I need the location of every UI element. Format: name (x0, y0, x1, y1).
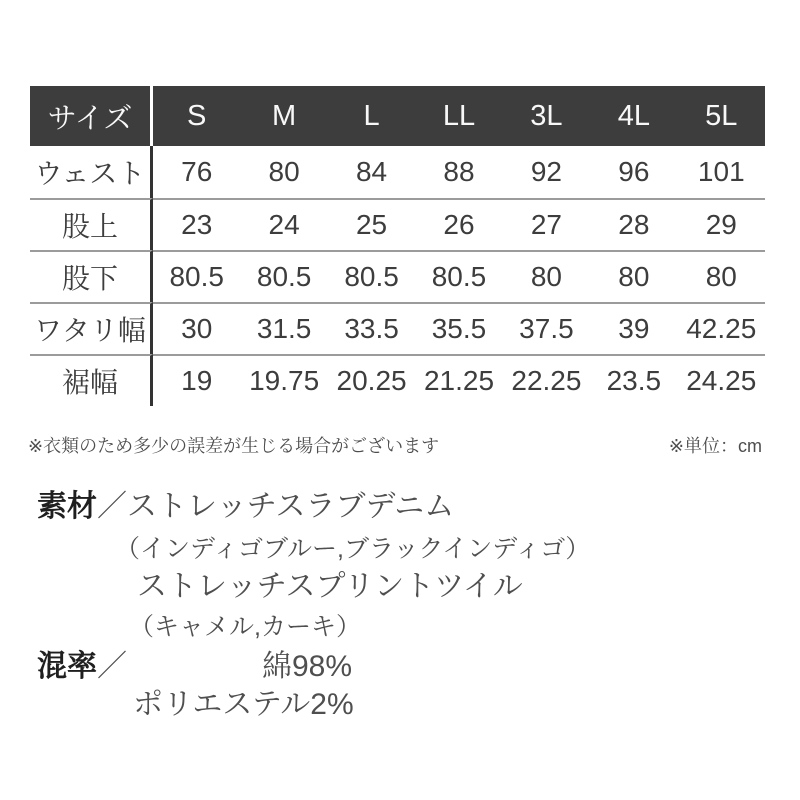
blend-line (37, 650, 757, 684)
row-label: ウェスト (30, 146, 153, 198)
size-value: 88 (443, 156, 475, 187)
size-column-header-LL: LL (415, 86, 502, 146)
size-value: 92 (530, 156, 562, 187)
size-column-header-5L: 5L (678, 86, 765, 146)
size-column-header-S: S (153, 86, 240, 146)
material-fabric-1: ストレッチスラブデニム (127, 490, 455, 523)
materials-section (37, 490, 757, 722)
row-label: ワタリ幅 (30, 302, 153, 354)
size-value: 96 (618, 156, 650, 187)
size-table (30, 86, 765, 406)
size-value: 101 (697, 156, 745, 187)
size-value: 80 (590, 250, 677, 302)
size-value: 42.25 (678, 302, 765, 354)
size-value: 19 (153, 354, 240, 406)
size-column-header-M: M (240, 86, 327, 146)
size-value: 25 (328, 198, 415, 250)
material-fabric-2-colors: （キャメル,カーキ） (129, 613, 361, 641)
size-value: 19.75 (240, 354, 327, 406)
size-value: 35.5 (415, 302, 502, 354)
size-value: 80.5 (240, 250, 327, 302)
size-column-header-L: L (328, 86, 415, 146)
row-label: 股上 (30, 198, 153, 250)
size-value: 80.5 (328, 250, 415, 302)
size-value: 29 (678, 198, 765, 250)
size-value: 24 (240, 198, 327, 250)
size-value: 28 (590, 198, 677, 250)
size-column-header-3L: 3L (503, 86, 590, 146)
size-value: 80 (268, 156, 300, 187)
size-value: 84 (355, 156, 388, 187)
row-label: 股下 (30, 250, 153, 302)
size-value: 30 (153, 302, 240, 354)
size-value: 31.5 (240, 302, 327, 354)
size-table-header-label: サイズ (30, 86, 153, 146)
size-value: 21.25 (415, 354, 502, 406)
size-value: 22.25 (503, 354, 590, 406)
size-column-header-4L: 4L (590, 86, 677, 146)
material-slash: ／ (97, 490, 127, 523)
size-value: 33.5 (328, 302, 415, 354)
blend-component-2: ポリエステル2% (133, 688, 354, 721)
size-value: 39 (590, 302, 677, 354)
size-value: 80 (678, 250, 765, 302)
size-value: 80.5 (153, 250, 240, 302)
unit-note: ※単位：cm (668, 436, 762, 456)
size-value: 20.25 (328, 354, 415, 406)
material-line-1 (37, 490, 757, 524)
size-value: 80.5 (415, 250, 502, 302)
size-value: 23 (153, 198, 240, 250)
size-value: 80 (503, 250, 590, 302)
size-value: 27 (503, 198, 590, 250)
row-label: 裾幅 (30, 354, 153, 406)
size-value: 23.5 (590, 354, 677, 406)
blend-label: 混率 (37, 650, 97, 683)
size-value: 26 (415, 198, 502, 250)
disclaimer-note: ※衣類のため多少の誤差が生じる場合がございます (28, 436, 440, 456)
blend-slash: ／ (97, 650, 127, 683)
size-value: 37.5 (503, 302, 590, 354)
size-value: 76 (181, 156, 213, 187)
material-label: 素材 (37, 490, 97, 523)
size-value: 24.25 (678, 354, 765, 406)
material-fabric-2: ストレッチスプリントツイル (137, 570, 523, 603)
blend-component-1: 綿98% (262, 650, 353, 683)
material-fabric-1-colors: （インディゴブルー,ブラックインディゴ） (115, 535, 591, 563)
